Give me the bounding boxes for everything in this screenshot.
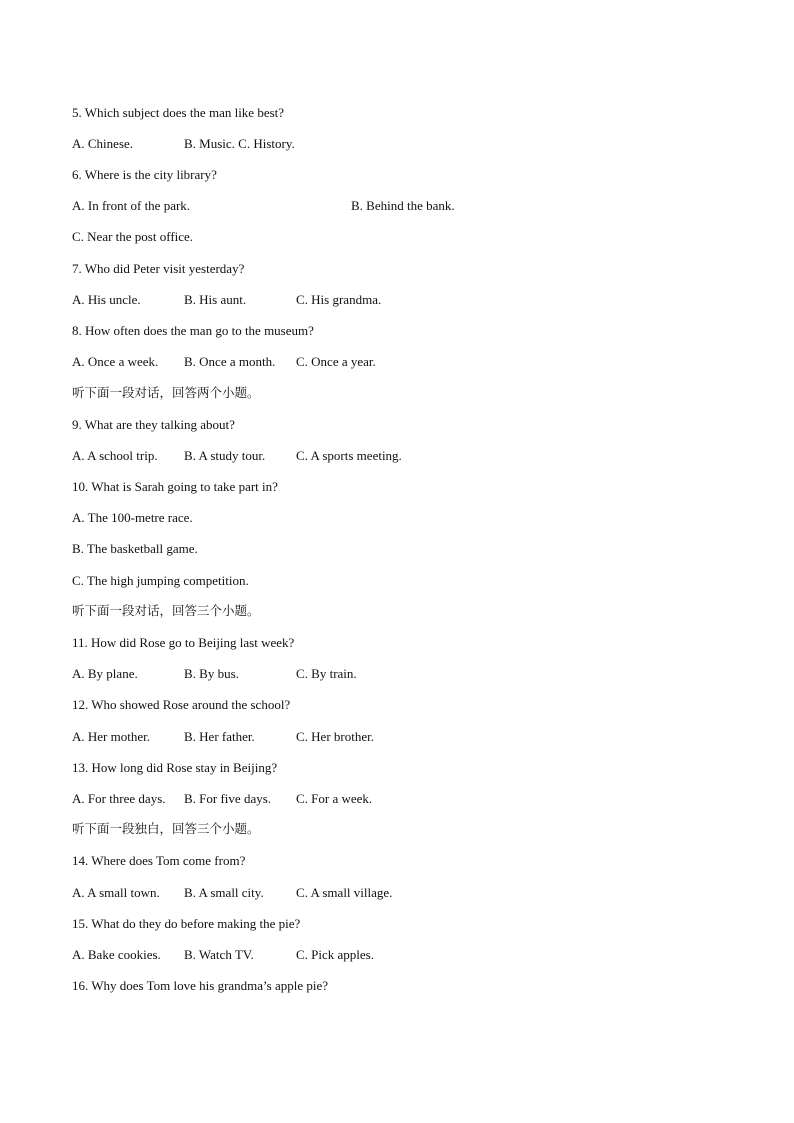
option-b: B. His aunt. <box>184 292 247 307</box>
option-a: A. A small town. <box>72 885 160 900</box>
option-row <box>72 729 492 745</box>
option-a: A. Once a week. <box>72 354 159 369</box>
option-b: B. The basketball game. <box>72 541 198 556</box>
option-c: C. His grandma. <box>296 292 382 307</box>
option-c: C. By train. <box>296 666 357 681</box>
section-instruction: 听下面一段对话，回答两个小题。 <box>72 385 260 400</box>
option-row <box>72 947 492 963</box>
question-stem: 14. Where does Tom come from? <box>72 853 246 868</box>
option-b: B. A small city. <box>184 885 264 900</box>
option-a: A. Her mother. <box>72 729 150 744</box>
option-b: B. Her father. <box>184 729 255 744</box>
option-b: B. Behind the bank. <box>351 198 455 213</box>
option-row <box>72 136 472 152</box>
option-b: B. For five days. <box>184 791 272 806</box>
option-a: A. The 100-metre race. <box>72 510 193 525</box>
question-stem: 10. What is Sarah going to take part in? <box>72 479 278 494</box>
option-c: C. Pick apples. <box>296 947 374 962</box>
option-b: B. Once a month. <box>184 354 276 369</box>
question-stem: 11. How did Rose go to Beijing last week? <box>72 635 295 650</box>
option-c: C. For a week. <box>296 791 373 806</box>
option-row <box>72 448 512 464</box>
question-stem: 15. What do they do before making the pie? <box>72 916 301 931</box>
option-row <box>72 198 572 214</box>
section-instruction: 听下面一段独白，回答三个小题。 <box>72 821 260 836</box>
option-a: A. Bake cookies. <box>72 947 161 962</box>
option-a: A. A school trip. <box>72 448 158 463</box>
option-a: A. By plane. <box>72 666 138 681</box>
question-stem: 13. How long did Rose stay in Beijing? <box>72 760 278 775</box>
question-stem: 7. Who did Peter visit yesterday? <box>72 261 245 276</box>
option-b: B. By bus. <box>184 666 239 681</box>
option-row <box>72 292 492 308</box>
option-c: C. Near the post office. <box>72 229 194 244</box>
option-bc: B. Music. C. History. <box>184 136 295 151</box>
question-stem: 5. Which subject does the man like best? <box>72 105 285 120</box>
question-stem: 16. Why does Tom love his grandma’s apple pie? <box>72 978 329 993</box>
question-stem: 12. Who showed Rose around the school? <box>72 697 291 712</box>
option-a: A. In front of the park. <box>72 198 191 213</box>
question-stem: 8. How often does the man go to the museum? <box>72 323 314 338</box>
option-row <box>72 666 492 682</box>
option-b: B. Watch TV. <box>184 947 254 962</box>
option-c: C. Once a year. <box>296 354 376 369</box>
option-c: C. Her brother. <box>296 729 374 744</box>
option-b: B. A study tour. <box>184 448 266 463</box>
option-row <box>72 885 512 901</box>
question-stem: 6. Where is the city library? <box>72 167 217 182</box>
option-c: C. A small village. <box>296 885 393 900</box>
section-instruction: 听下面一段对话，回答三个小题。 <box>72 603 260 618</box>
option-a: A. His uncle. <box>72 292 141 307</box>
option-row <box>72 791 492 807</box>
option-c: C. A sports meeting. <box>296 448 402 463</box>
option-a: A. Chinese. <box>72 136 134 151</box>
option-c: C. The high jumping competition. <box>72 573 249 588</box>
option-row <box>72 354 492 370</box>
question-stem: 9. What are they talking about? <box>72 417 235 432</box>
option-a: A. For three days. <box>72 791 166 806</box>
